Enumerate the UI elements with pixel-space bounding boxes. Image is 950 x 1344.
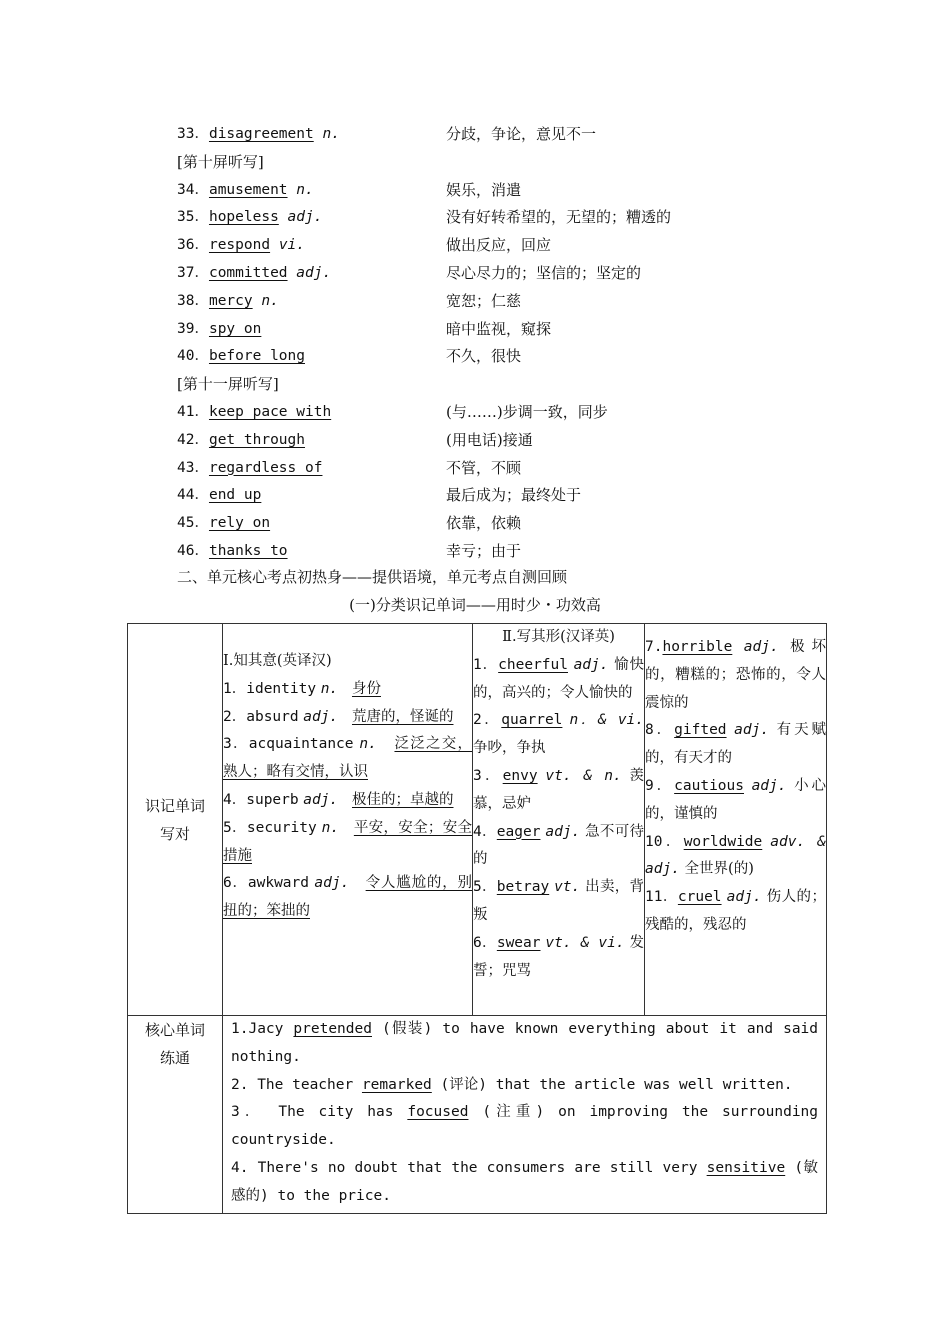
vocab-number: 38． xyxy=(177,292,209,309)
item-pos: vt. & n. xyxy=(545,767,622,784)
item-number: 4． xyxy=(223,791,247,808)
item-pos: adj. xyxy=(545,823,581,840)
vocab-meaning: 做出反应，回应 xyxy=(446,236,552,255)
vocab-entry xyxy=(177,343,305,371)
vocab-row xyxy=(177,399,817,427)
zh-en-item xyxy=(473,930,644,986)
vocab-meaning: 娱乐，消遣 xyxy=(446,180,522,199)
vocab-word: disagreement xyxy=(208,126,314,142)
item-number: 8． xyxy=(645,722,675,739)
vocab-number: 43． xyxy=(177,459,209,476)
sentence-text: 3． The city has xyxy=(231,1104,408,1121)
item-pos: vt. xyxy=(554,879,581,896)
en-zh-item xyxy=(223,815,472,871)
col2-title: Ⅰ.知其意(英译汉) xyxy=(223,653,332,669)
item-answer: quarrel xyxy=(501,712,563,729)
zh-en-item xyxy=(645,884,826,940)
item-answer: cheerful xyxy=(498,656,568,673)
vocab-number: 35． xyxy=(177,209,209,226)
vocab-pos: adj. xyxy=(296,264,332,281)
item-number: 7. xyxy=(645,639,663,655)
item-meaning: 极坏的，糟糕的；恐怖的，令人震惊的 xyxy=(645,639,827,711)
vocab-number: 44． xyxy=(177,487,209,504)
vocab-section-header xyxy=(177,371,817,399)
item-pos: adj. xyxy=(573,656,609,673)
vocab-pos: n. xyxy=(322,126,340,142)
item-answer: gifted xyxy=(674,722,727,739)
item-answer: worldwide xyxy=(683,833,763,850)
vocab-entry xyxy=(177,455,322,483)
vocab-entry xyxy=(177,232,305,260)
item-number: 9． xyxy=(645,777,675,794)
subtitle: (一)分类识记单词——用时少・功效高 xyxy=(349,596,601,614)
vocab-word: keep pace with xyxy=(208,403,332,420)
item-answer: eager xyxy=(496,823,541,840)
vocab-number: 42． xyxy=(177,431,209,448)
item-pos: vt. & vi. xyxy=(545,934,625,951)
practice-sentence xyxy=(231,1016,818,1072)
vocab-row xyxy=(177,121,817,149)
item-pos: n．& vi. xyxy=(569,712,645,729)
item-word: identity xyxy=(246,680,317,697)
vocab-number: 39． xyxy=(177,320,209,337)
item-meaning: 小心的，谨慎的 xyxy=(645,777,827,822)
zh-en-item xyxy=(645,773,826,829)
zh-en-item xyxy=(473,874,644,930)
vocab-row xyxy=(177,538,817,566)
vocab-entry xyxy=(177,316,261,344)
section-header: [第十屏听写] xyxy=(177,152,264,171)
item-number: 4． xyxy=(473,823,497,840)
sentence-text: (敏感的) to the price. xyxy=(231,1159,819,1204)
vocab-word: hopeless xyxy=(208,209,279,226)
vocab-meaning: 分歧，争论，意见不一 xyxy=(446,125,597,143)
vocab-table xyxy=(127,623,827,1214)
vocab-number: 36． xyxy=(177,237,209,254)
item-pos: n. xyxy=(321,819,340,836)
vocab-entry xyxy=(177,260,331,288)
vocab-entry xyxy=(177,427,305,455)
vocab-meaning: 不久，很快 xyxy=(446,347,522,366)
item-answer: 极佳的；卓越的 xyxy=(351,791,454,808)
en-zh-item xyxy=(223,704,472,732)
en-zh-item xyxy=(223,870,472,926)
item-answer: swear xyxy=(496,934,541,951)
section-header: [第十一屏听写] xyxy=(177,375,279,394)
item-pos: adj. xyxy=(726,889,762,906)
item-pos: adj. xyxy=(303,791,339,808)
item-pos: n. xyxy=(359,736,377,753)
item-answer: cautious xyxy=(674,777,744,794)
section-title: 二、单元核心考点初热身——提供语境，单元考点自测回顾 xyxy=(177,568,568,586)
vocab-word: committed xyxy=(208,264,288,281)
item-pos: adj. xyxy=(734,722,770,739)
vocab-entry xyxy=(177,204,322,232)
item-word: absurd xyxy=(246,708,299,725)
vocab-meaning: 没有好转希望的，无望的；糟透的 xyxy=(446,208,672,227)
item-meaning: 急不可待的 xyxy=(473,823,644,868)
item-number: 1． xyxy=(473,656,499,673)
item-number: 5． xyxy=(473,879,497,896)
en-zh-item xyxy=(223,731,472,787)
vocab-word: amusement xyxy=(208,181,288,198)
en-zh-item xyxy=(223,676,472,704)
item-meaning: 全世界(的) xyxy=(684,861,754,878)
vocab-number: 46． xyxy=(177,542,209,559)
item-number: 1． xyxy=(223,680,247,697)
item-answer: 平安，安全；安全措施 xyxy=(223,819,473,864)
vocab-row xyxy=(177,482,817,510)
vocab-row xyxy=(177,316,817,344)
vocab-section-header xyxy=(177,149,817,177)
item-meaning: 发誓；咒骂 xyxy=(473,934,645,979)
item-meaning: 争吵，争执 xyxy=(473,740,546,757)
item-pos: adj. xyxy=(743,639,779,655)
row1-label: 识记单词 写对 xyxy=(128,624,223,1016)
zh-en-item xyxy=(473,819,644,875)
zh-en-item xyxy=(645,829,826,885)
practice-sentence xyxy=(231,1155,818,1211)
item-answer: cruel xyxy=(677,889,722,906)
vocab-entry xyxy=(177,399,331,427)
item-pos: n. xyxy=(320,680,339,697)
vocab-meaning: 依靠，依赖 xyxy=(446,514,522,533)
sentence-answer: sensitive xyxy=(706,1159,786,1176)
practice-sentences xyxy=(223,1016,827,1214)
row2-label: 核心单词 练通 xyxy=(128,1016,223,1214)
item-word: acquaintance xyxy=(248,736,354,753)
item-word: security xyxy=(246,819,317,836)
item-answer: envy xyxy=(502,767,538,784)
vocab-word: regardless of xyxy=(208,459,323,476)
vocab-number: 33． xyxy=(177,126,209,142)
vocab-number: 40． xyxy=(177,348,209,365)
item-word: superb xyxy=(246,791,299,808)
col3-title: Ⅱ.写其形(汉译英) xyxy=(502,629,615,645)
sentence-answer: focused xyxy=(407,1104,469,1121)
item-answer: 令人尴尬的，别扭的；笨拙的 xyxy=(223,875,473,920)
item-number: 10． xyxy=(645,833,684,850)
item-meaning: 羡慕，忌妒 xyxy=(473,767,645,812)
item-answer: 荒唐的，怪诞的 xyxy=(351,708,454,725)
vocab-number: 34． xyxy=(177,181,209,198)
vocab-pos: n. xyxy=(296,181,314,198)
item-number: 11． xyxy=(645,889,678,906)
practice-sentence xyxy=(231,1072,818,1100)
en-zh-item xyxy=(223,787,472,815)
vocab-word: before long xyxy=(208,348,305,365)
vocab-row xyxy=(177,510,817,538)
vocab-list xyxy=(177,121,817,566)
vocab-pos: n. xyxy=(261,292,279,309)
zh-en-item xyxy=(645,717,826,773)
vocab-entry xyxy=(177,288,279,316)
vocab-number: 41． xyxy=(177,403,209,420)
item-meaning: 出卖，背叛 xyxy=(473,879,645,923)
item-answer: betray xyxy=(496,879,550,896)
vocab-meaning: 幸亏；由于 xyxy=(446,541,522,560)
item-answer: horrible xyxy=(662,639,733,655)
vocab-row xyxy=(177,260,817,288)
zh-en-item xyxy=(473,763,644,819)
vocab-row xyxy=(177,177,817,205)
zh-en-item xyxy=(473,652,644,708)
sentence-text: 4. There's no doubt that the consumers are still very xyxy=(231,1159,707,1176)
vocab-meaning: (用电话)接通 xyxy=(446,430,533,449)
vocab-entry xyxy=(177,177,314,205)
sentence-text: (假装) to have known everything about it and said nothing. xyxy=(231,1021,819,1065)
vocab-word: mercy xyxy=(208,292,253,309)
vocab-entry xyxy=(177,482,261,510)
vocab-meaning: 宽恕；仁慈 xyxy=(446,291,522,310)
vocab-pos: adj. xyxy=(287,209,323,226)
col-en-to-zh xyxy=(223,624,473,1016)
item-pos: adj. xyxy=(303,708,339,725)
item-meaning: 伤人的；残酷的，残忍的 xyxy=(645,889,827,933)
vocab-word: respond xyxy=(208,237,271,254)
col-zh-to-en xyxy=(473,624,645,1016)
col-zh-to-en-cont xyxy=(645,624,827,1016)
item-answer: 泛泛之交，熟人；略有交情，认识 xyxy=(223,736,473,781)
item-number: 2． xyxy=(223,708,247,725)
item-number: 3． xyxy=(223,736,249,753)
zh-en-item xyxy=(473,707,644,763)
vocab-row xyxy=(177,427,817,455)
item-answer: 身份 xyxy=(351,680,381,697)
sentence-answer: remarked xyxy=(361,1076,432,1093)
item-number: 6． xyxy=(223,875,248,892)
vocab-number: 37． xyxy=(177,264,209,281)
sentence-text: (评论) that the article was well written. xyxy=(440,1076,793,1093)
item-number: 3． xyxy=(473,767,503,784)
item-number: 6． xyxy=(473,934,497,951)
vocab-word: get through xyxy=(208,431,305,448)
vocab-row xyxy=(177,204,817,232)
vocab-entry xyxy=(177,538,288,566)
zh-en-item xyxy=(645,634,826,717)
vocab-number: 45． xyxy=(177,515,209,532)
vocab-meaning: 尽心尽力的；坚信的；坚定的 xyxy=(446,263,642,282)
vocab-entry xyxy=(177,510,270,538)
vocab-row xyxy=(177,232,817,260)
item-number: 5． xyxy=(223,819,247,836)
vocab-entry xyxy=(177,121,340,149)
vocab-word: end up xyxy=(208,487,262,504)
vocab-word: thanks to xyxy=(208,542,288,559)
item-meaning: 有天赋的，有天才的 xyxy=(645,722,827,767)
vocab-row xyxy=(177,455,817,483)
item-pos: adj. xyxy=(751,777,787,794)
vocab-row xyxy=(177,288,817,316)
sentence-text: 1.Jacy xyxy=(231,1021,294,1037)
item-pos: adj. xyxy=(314,875,350,892)
item-pos: adv. & adj. xyxy=(645,833,826,878)
vocab-pos: vi. xyxy=(278,237,306,254)
vocab-meaning: (与……)步调一致，同步 xyxy=(446,402,608,421)
item-meaning: 愉快的，高兴的；令人愉快的 xyxy=(473,656,645,701)
vocab-row xyxy=(177,343,817,371)
vocab-word: spy on xyxy=(208,320,262,337)
item-number: 2． xyxy=(473,712,502,729)
item-word: awkward xyxy=(247,875,309,892)
sentence-text: 2. The teacher xyxy=(231,1076,362,1093)
sentence-answer: pretended xyxy=(293,1021,372,1037)
vocab-word: rely on xyxy=(208,515,271,532)
sentence-text: (注重) on improving the surrounding countryside. xyxy=(231,1104,819,1149)
vocab-meaning: 最后成为；最终处于 xyxy=(446,486,582,505)
practice-sentence xyxy=(231,1099,818,1155)
vocab-meaning: 不管，不顾 xyxy=(446,458,522,477)
vocab-meaning: 暗中监视，窥探 xyxy=(446,319,552,338)
